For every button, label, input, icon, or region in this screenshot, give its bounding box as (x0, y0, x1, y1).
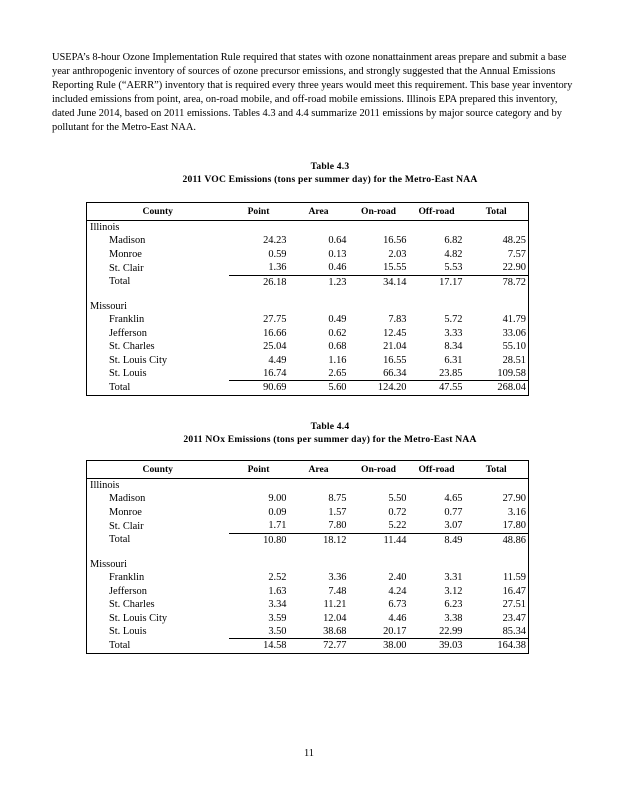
table-row (87, 340, 529, 353)
total-label: Total (109, 640, 131, 652)
total-row (87, 381, 529, 395)
emission-value: 16.66 (263, 327, 287, 339)
emission-value: 1.57 (328, 506, 347, 518)
emission-value: 25.04 (263, 341, 287, 353)
emission-value: 27.51 (502, 599, 526, 611)
table-row (87, 234, 529, 247)
emission-value: 0.77 (444, 506, 463, 518)
total-value: 124.20 (377, 382, 407, 394)
spacer-row (87, 289, 529, 300)
county-name: Jefferson (109, 585, 147, 597)
table-row (87, 261, 529, 275)
total-value: 72.77 (323, 640, 347, 652)
county-name: St. Clair (109, 262, 144, 274)
county-name: St. Clair (109, 520, 144, 532)
emission-value: 12.45 (383, 327, 407, 339)
table-title: Table 4.4 (310, 421, 350, 432)
emission-value: 2.65 (289, 367, 349, 381)
table-row (87, 492, 529, 505)
total-value: 17.17 (439, 276, 463, 288)
emission-value: 3.59 (268, 612, 287, 624)
total-value: 39.03 (439, 640, 463, 652)
table-row (87, 571, 529, 584)
emission-value: 16.55 (383, 354, 407, 366)
county-name: St. Louis City (109, 354, 168, 366)
emission-value: 3.31 (444, 572, 463, 584)
emission-value: 6.31 (444, 354, 463, 366)
emission-value: 4.46 (388, 612, 407, 624)
emission-value: 3.07 (409, 519, 465, 533)
emission-value: 23.47 (502, 612, 526, 624)
table-row (87, 625, 529, 639)
column-header: Off-road (409, 461, 465, 479)
total-value: 47.55 (439, 382, 463, 394)
emission-value: 41.79 (502, 314, 526, 326)
total-value: 268.04 (497, 382, 526, 394)
table-row (87, 313, 529, 326)
column-header: Off-road (409, 203, 465, 221)
emission-value: 7.80 (289, 519, 349, 533)
total-row (87, 533, 529, 547)
total-value: 8.49 (444, 534, 463, 546)
emission-value: 4.82 (444, 248, 463, 260)
page-number: 11 (303, 748, 314, 759)
emission-value: 24.23 (263, 235, 287, 247)
total-value: 1.23 (328, 276, 347, 288)
emission-value: 22.90 (465, 261, 529, 275)
table-caption (70, 160, 590, 186)
emission-value: 7.48 (328, 585, 347, 597)
emission-value: 1.63 (268, 585, 287, 597)
county-name: Franklin (109, 314, 145, 326)
column-header: Total (465, 461, 529, 479)
emission-value: 3.12 (444, 585, 463, 597)
voc-emissions-table (86, 202, 529, 396)
table-header-row (87, 203, 529, 221)
table-row (87, 506, 529, 519)
emission-value: 4.65 (444, 493, 463, 505)
emission-value: 5.22 (349, 519, 409, 533)
emission-value: 55.10 (502, 341, 526, 353)
emission-value: 0.59 (268, 248, 287, 260)
table-row (87, 519, 529, 533)
emission-value: 23.85 (409, 367, 465, 381)
emission-value: 0.68 (328, 341, 347, 353)
emission-value: 21.04 (383, 341, 407, 353)
emission-value: 20.17 (349, 625, 409, 639)
state-name: Missouri (90, 301, 127, 313)
emission-value: 0.64 (328, 235, 347, 247)
emission-value: 16.74 (229, 367, 289, 381)
state-name: Illinois (90, 222, 120, 234)
column-header: County (87, 203, 229, 221)
emission-value: 9.00 (268, 493, 287, 505)
total-value: 14.58 (263, 640, 287, 652)
emission-value: 3.16 (507, 506, 526, 518)
county-name: Jefferson (109, 327, 147, 339)
emission-value: 16.56 (383, 235, 407, 247)
state-row (87, 479, 529, 493)
emission-value: 2.40 (388, 572, 407, 584)
emission-value: 109.58 (465, 367, 529, 381)
emission-value: 85.34 (465, 625, 529, 639)
total-value: 164.38 (497, 640, 526, 652)
emission-value: 0.62 (328, 327, 347, 339)
total-value: 78.72 (502, 276, 526, 288)
column-header: Area (289, 203, 349, 221)
table-subtitle: 2011 NOx Emissions (tons per summer day) for the Metro-East NAA (183, 434, 477, 445)
emission-value: 27.75 (263, 314, 287, 326)
state-row (87, 300, 529, 313)
emission-value: 3.33 (444, 327, 463, 339)
emission-value: 27.90 (502, 493, 526, 505)
table-header-row (87, 461, 529, 479)
total-row (87, 639, 529, 653)
column-header: Total (465, 203, 529, 221)
total-value: 38.00 (383, 640, 407, 652)
body-paragraph: USEPA’s 8-hour Ozone Implementation Rule required that states with ozone nonattainment areas prepare and submit a base year anthropogenic inventory of sources of ozone precursor emissions, and strongly suggested that the Annual Emissions Reporting Rule (“AERR”) inventory that is required every three years would meet this requirement. This base year inventory included emissions from point, area, on-road mobile, and off-road mobile emissions. Illinois EPA prepared this inventory, dated June 2014, based on 2011 emissions. Tables 4.3 and 4.4 summarize 2011 emissions by major source category and by pollutant for the Metro-East NAA. (52, 52, 573, 134)
table-row (87, 354, 529, 367)
county-name: Madison (109, 235, 146, 247)
state-name: Illinois (90, 480, 120, 492)
emission-value: 12.04 (323, 612, 347, 624)
total-value: 11.44 (383, 534, 407, 546)
emission-value: 33.06 (502, 327, 526, 339)
table-caption (70, 420, 590, 446)
county-name: St. Louis (109, 626, 147, 638)
total-value: 5.60 (328, 382, 347, 394)
emission-value: 15.55 (349, 261, 409, 275)
state-name: Missouri (90, 559, 127, 571)
emission-value: 38.68 (289, 625, 349, 639)
table-row (87, 248, 529, 261)
emission-value: 28.51 (502, 354, 526, 366)
emission-value: 0.72 (388, 506, 407, 518)
total-value: 10.80 (263, 534, 287, 546)
column-header: Area (289, 461, 349, 479)
state-row (87, 558, 529, 571)
emission-value: 0.46 (289, 261, 349, 275)
county-name: St. Charles (109, 341, 155, 353)
nox-emissions-table (86, 460, 529, 654)
emission-value: 4.49 (268, 354, 287, 366)
emission-value: 3.38 (444, 612, 463, 624)
column-header: On-road (349, 203, 409, 221)
emission-value: 3.36 (328, 572, 347, 584)
county-name: Madison (109, 493, 146, 505)
emission-value: 16.47 (502, 585, 526, 597)
emission-value: 5.50 (388, 493, 407, 505)
total-label: Total (109, 534, 131, 546)
total-value: 90.69 (263, 382, 287, 394)
emission-value: 0.09 (268, 506, 287, 518)
emission-value: 2.03 (388, 248, 407, 260)
emission-value: 11.59 (503, 572, 526, 584)
emission-value: 0.13 (328, 248, 347, 260)
table-row (87, 327, 529, 340)
emission-value: 2.52 (268, 572, 287, 584)
emission-value: 6.82 (444, 235, 463, 247)
column-header: Point (229, 203, 289, 221)
emission-value: 8.34 (444, 341, 463, 353)
emission-value: 8.75 (328, 493, 347, 505)
total-value: 48.86 (502, 534, 526, 546)
spacer-row (87, 547, 529, 558)
emission-value: 66.34 (349, 367, 409, 381)
county-name: St. Charles (109, 599, 155, 611)
total-value: 26.18 (263, 276, 287, 288)
column-header: On-road (349, 461, 409, 479)
table-row (87, 367, 529, 381)
emission-value: 5.72 (444, 314, 463, 326)
column-header: Point (229, 461, 289, 479)
emission-value: 48.25 (502, 235, 526, 247)
emission-value: 11.21 (323, 599, 347, 611)
table-title: Table 4.3 (310, 161, 350, 172)
emission-value: 0.49 (328, 314, 347, 326)
county-name: St. Louis (109, 368, 147, 380)
emission-value: 17.80 (465, 519, 529, 533)
county-name: Monroe (109, 248, 142, 260)
county-name: St. Louis City (109, 612, 168, 624)
emission-value: 7.57 (507, 248, 526, 260)
emission-value: 5.53 (409, 261, 465, 275)
emission-value: 3.50 (229, 625, 289, 639)
emission-value: 6.23 (444, 599, 463, 611)
emission-value: 6.73 (388, 599, 407, 611)
state-row (87, 221, 529, 235)
emission-value: 1.16 (328, 354, 347, 366)
emission-value: 4.24 (388, 585, 407, 597)
emission-value: 1.36 (229, 261, 289, 275)
total-label: Total (109, 382, 131, 394)
table-row (87, 612, 529, 625)
total-value: 18.12 (323, 534, 347, 546)
county-name: Monroe (109, 506, 142, 518)
column-header: County (87, 461, 229, 479)
emission-value: 22.99 (409, 625, 465, 639)
total-label: Total (109, 276, 131, 288)
emission-value: 3.34 (268, 599, 287, 611)
total-value: 34.14 (383, 276, 407, 288)
county-name: Franklin (109, 572, 145, 584)
emission-value: 7.83 (388, 314, 407, 326)
table-row (87, 598, 529, 611)
table-subtitle: 2011 VOC Emissions (tons per summer day) for the Metro-East NAA (182, 174, 478, 185)
table-row (87, 585, 529, 598)
emission-value: 1.71 (229, 519, 289, 533)
total-row (87, 275, 529, 289)
